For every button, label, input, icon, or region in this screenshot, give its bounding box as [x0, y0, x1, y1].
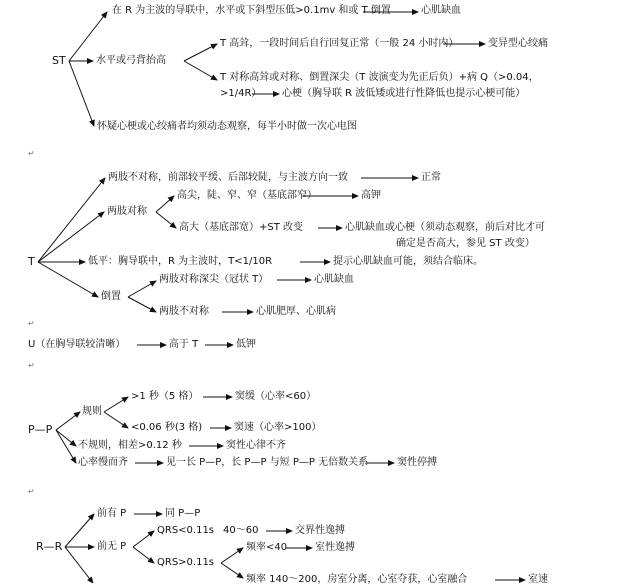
- t-n2b-line2: 确定是否高大，参见 ST 改变）: [396, 238, 535, 249]
- st-n2b-line2-post: 心梗（胸导联 R 波低矮或进行性降低也提示心梗可能）: [282, 88, 526, 99]
- rr-wide-branch-2: [221, 563, 243, 578]
- st-n2-text: 水平或弓背抬高: [96, 55, 166, 66]
- t-n4a-result: 心肌缺血: [314, 274, 354, 285]
- st-n2a-result: 变异型心绞痛: [488, 38, 548, 49]
- pp-pause-result: 窦性停搏: [397, 457, 437, 468]
- rr-qrs-wide: QRS>0.11s: [157, 557, 215, 568]
- pp-r2-result: 窦速（心率>100）: [234, 422, 322, 433]
- pp-reg-branch-2: [104, 412, 128, 428]
- t-label: T: [28, 255, 35, 268]
- paragraph-mark: ↵: [28, 361, 35, 370]
- rr-qrs-wide-a-result: 室性逸搏: [315, 542, 355, 553]
- st-n2a-branch: [184, 44, 217, 61]
- t-n4b-text: 两肢不对称: [159, 306, 209, 317]
- st-n2b-line2-pre: >1/4R）: [220, 88, 262, 99]
- paragraph-mark: ↵: [28, 487, 35, 496]
- pp-pause: 心率慢而齐: [78, 457, 128, 468]
- t-n4b-branch: [128, 297, 156, 312]
- rr-label: R—R: [36, 540, 63, 553]
- paragraph-mark: ↵: [28, 149, 35, 158]
- st-n1-result: 心肌缺血: [421, 5, 461, 16]
- st-n3-text: 怀疑心梗或心绞痛者均须动态观察，每半小时做一次心电图: [97, 121, 357, 132]
- t-n4b-result: 心肌肥厚、心肌病: [256, 306, 336, 317]
- pp-r1-result: 窦缓（心率<60）: [235, 391, 317, 402]
- t-n3-text: 低平：胸导联中，R 为主波时，T<1/10R: [88, 256, 273, 267]
- u-result: 低钾: [236, 339, 256, 350]
- t-branch-2: [38, 212, 104, 262]
- t-n2b-branch: [156, 212, 176, 228]
- t-n1-result: 正常: [421, 172, 441, 183]
- u-label: U（在胸导联较清晰）: [28, 339, 126, 350]
- rr-qrs-wide-a: 频率<40: [246, 542, 288, 553]
- pp-branch-3: [56, 430, 76, 463]
- st-label: ST: [52, 54, 66, 67]
- t-n2a-text: 高尖，陡、窄、窄（基底部窄）: [177, 190, 317, 201]
- t-n4a-branch: [128, 281, 156, 297]
- t-branch-1: [38, 178, 105, 262]
- rr-qrs-wide-b: 频率 140～200，房室分离，心室夺获，心室融合: [246, 574, 468, 585]
- pp-irregular-result: 窦性心律不齐: [226, 440, 286, 451]
- rr-qrs-narrow-result: 交界性逸搏: [295, 525, 345, 536]
- pp-r2-text: <0.06 秒(3 格): [131, 422, 203, 433]
- t-n2a-result: 高钾: [361, 190, 381, 201]
- pp-r1-text: >1 秒（5 格）: [131, 391, 199, 402]
- rr-nop-branch-2: [133, 547, 154, 563]
- t-n2b-text: 高大（基底部宽）+ST 改变: [179, 222, 304, 233]
- st-branch-arrow-3: [69, 61, 94, 126]
- st-branch-arrow-1: [69, 12, 107, 61]
- rr-qrs-narrow: QRS<0.11s: [157, 525, 215, 536]
- pp-branch-2: [56, 430, 76, 446]
- rr-qrs-narrow-rate: 40～60: [223, 525, 259, 536]
- paragraph-mark: ↵: [28, 319, 35, 328]
- pp-pause-mid: 见一长 P—P，长 P—P 与短 P—P 无倍数关系: [166, 457, 369, 468]
- st-n2b-line1: T 对称高耸或对称、倒置深尖（T 波演变为先正后负）+病 Q（>0.04，: [220, 72, 539, 83]
- pp-irregular: 不规则，相差>0.12 秒: [78, 440, 182, 451]
- rr-branch-1: [65, 514, 94, 547]
- pp-reg-branch-1: [104, 397, 128, 412]
- t-n2b-line1: 心肌缺血或心梗（须动态观察，前后对比才可: [345, 222, 545, 233]
- t-n2-text: 两肢对称: [107, 206, 147, 217]
- pp-label: P—P: [28, 423, 53, 436]
- rr-no-p: 前无 P: [97, 541, 127, 552]
- t-n2a-branch: [156, 196, 174, 212]
- rr-wide-branch-1: [221, 548, 243, 563]
- st-n2a-text: T 高耸，一段时间后自行回复正常（一般 24 小时内）: [220, 38, 459, 49]
- rr-branch-3: [65, 547, 93, 583]
- t-n4-text: 倒置: [101, 291, 121, 302]
- rr-has-p-result: 同 P—P: [165, 508, 201, 519]
- rr-has-p: 前有 P: [97, 508, 127, 519]
- rr-nop-branch-1: [133, 531, 154, 547]
- t-n4a-text: 两肢对称深尖（冠状 T）: [159, 274, 269, 285]
- u-mid: 高于 T: [169, 339, 199, 350]
- t-n3-result: 提示心肌缺血可能，须结合临床。: [333, 256, 483, 267]
- st-n1-text: 在 R 为主波的导联中，水平或下斜型压低>0.1mv 和或 T 倒置: [112, 5, 391, 16]
- pp-branch-1: [56, 412, 80, 430]
- pp-regular: 规则: [82, 406, 102, 417]
- rr-qrs-wide-b-result: 室速: [528, 574, 548, 585]
- st-n2b-branch: [184, 61, 217, 80]
- t-n1-text: 两肢不对称，前部较平缓、后部较陡，与主波方向一致: [108, 172, 348, 183]
